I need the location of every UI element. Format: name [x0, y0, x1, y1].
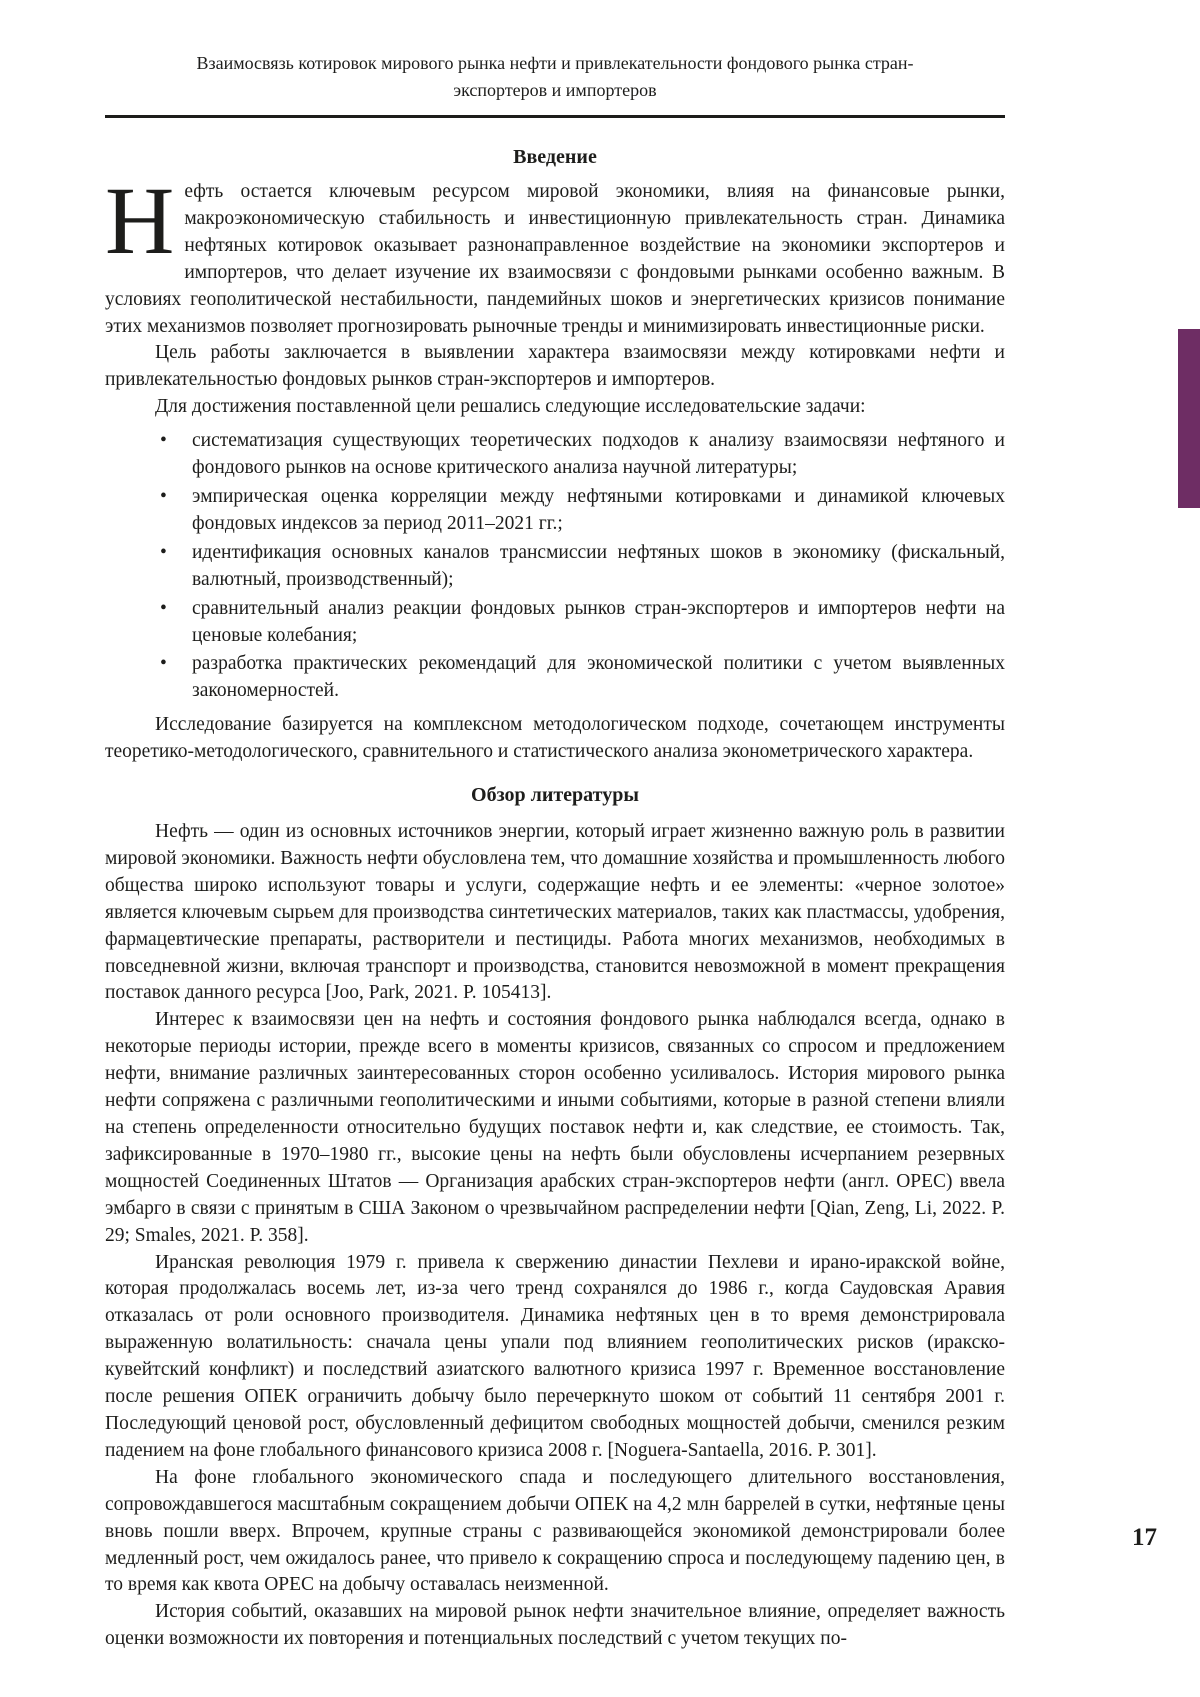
literature-paragraph-5: История событий, оказавших на мировой рынок нефти значительное влияние, определяет важность оценки возможности их повторения и потенциальных последствий с учетом текущих по-: [105, 1601, 1005, 1650]
section-heading-literature-review: Обзор литературы: [471, 784, 639, 807]
page-content: [105, 0, 1005, 1653]
running-head: [105, 50, 1005, 104]
literature-paragraph-1: Нефть — один из основных источников энергии, который играет жизненно важную роль в развитии мировой экономики. Важность нефти обусловлена тем, что домашние хозяйства и промышленность любого общества широко используют товары и услуги, содержащие нефть и ее элементы: «черное золотое» является ключевым сырьем для производства синтетических материалов, таких как пластмассы, удобрения, фармацевтические препараты, растворители и пестициды. Работа многих механизмов, необходимых в повседневной жизни, включая транспорт и производства, становится невозможной в момент прекращения поставок данного ресурса [Joo, Park, 2021. P. 105413].: [105, 821, 1005, 1004]
research-tasks-list: [105, 428, 1005, 705]
list-item: • систематизация существующих теоретических подходов к анализу взаимосвязи нефтяного и фондового рынков на основе критического анализа научной литературы;: [105, 428, 1005, 482]
intro-paragraph-3: Для достижения поставленной цели решались следующие исследовательские задачи:: [155, 396, 866, 418]
literature-paragraph-3: Иранская революция 1979 г. привела к свержению династии Пехлеви и ирано-иракской войне, которая продолжалась восемь лет, из-за чего тренд сохранялся до 1986 г., когда Саудовская Аравия отказалась от роли основного производителя. Динамика нефтяных цен в то время демонстрировала выраженную волатильность: сначала цены упали под влиянием геополитических рисков (иракско-кувейтский конфликт) и последствий азиатского валютного кризиса 1997 г. Временное восстановление после решения ОПЕК ограничить добычу было перечеркнуто шоком от событий 11 сентября 2001 г. Последующий ценовой рост, обусловленный дефицитом свободных мощностей добычи, сменился резким падением на фоне глобального финансового кризиса 2008 г. [Noguera-Santaella, 2016. P. 301].: [105, 1251, 1005, 1461]
intro-paragraph-1-text: ефть остается ключевым ресурсом мировой экономики, влияя на финансовые рынки, макроэкономическую стабильность и инвестиционную привлекательность стран. Динамика нефтяных котировок оказывает разнонаправленное воздействие на экономики экспортеров и импортеров, что делает изучение их взаимосвязи с фондовыми рынками особенно важным. В условиях геополитической нестабильности, пандемийных шоков и энергетических кризисов понимание этих механизмов позволяет прогнозировать рыночные тренды и минимизировать инвестиционные риски.: [105, 181, 1005, 337]
literature-paragraph-2: Интерес к взаимосвязи цен на нефть и состояния фондового рынка наблюдался всегда, однако в некоторые периоды истории, прежде всего в моменты кризисов, связанных со спросом и предложением нефти, внимание различных заинтересованных сторон особенно усиливалось. История мирового рынка нефти сопряжена с различными геополитическими и иными событиями, которые в разной степени влияли на степень определенности относительно будущих поставок нефти и, как следствие, ее стоимость. Так, зафиксированные в 1970–1980 гг., высокие цены на нефть были обусловлены исчерпанием резервных мощностей Соединенных Штатов — Организация арабских стран-экспортеров нефти (англ. OPEC) ввела эмбарго в связи с принятым в США Законом о чрезвычайном распределении нефти [Qian, Zeng, Li, 2022. P. 29; Smales, 2021. P. 358].: [105, 1009, 1005, 1246]
list-item: • сравнительный анализ реакции фондовых рынков стран-экспортеров и импортеров нефти на ценовые колебания;: [105, 596, 1005, 650]
intro-paragraph-2: Цель работы заключается в выявлении характера взаимосвязи между котировками нефти и привлекательностью фондовых рынков стран-экспортеров и импортеров.: [105, 342, 1005, 391]
page-number: 17: [1132, 1524, 1157, 1551]
list-item: • эмпирическая оценка корреляции между нефтяными котировками и динамикой ключевых фондовых индексов за период 2011–2021 гг.;: [105, 484, 1005, 538]
header-rule: [105, 115, 1005, 118]
running-head-line1: Взаимосвязь котировок мирового рынка нефти и привлекательности фондового рынка стран-: [196, 53, 914, 73]
section-heading-introduction: Введение: [513, 146, 597, 168]
dropcap-letter: Н: [105, 167, 175, 274]
intro-paragraph-4: Исследование базируется на комплексном методологическом подходе, сочетающем инструменты теоретико-методологического, сравнительного и статистического анализа эконометрического характера.: [105, 714, 1005, 763]
intro-paragraph-1: [105, 167, 1005, 340]
list-item: • разработка практических рекомендаций для экономической политики с учетом выявленных закономерностей.: [105, 651, 1005, 705]
literature-paragraph-4: На фоне глобального экономического спада и последующего длительного восстановления, сопровождавшегося масштабным сокращением добычи ОПЕК на 4,2 млн баррелей в сутки, нефтяные цены вновь пошли вверх. Впрочем, крупные страны с развивающейся экономикой демонстрировали более медленный рост, чем ожидалось ранее, что привело к сокращению спроса и последующему падению цен, в то время как квота OPEC на добычу оставалась неизменной.: [105, 1466, 1005, 1596]
running-head-line2: экспортеров и импортеров: [453, 80, 657, 100]
list-item: • идентификация основных каналов трансмиссии нефтяных шоков в экономику (фискальный, валютный, производственный);: [105, 540, 1005, 594]
chapter-edge-tab: [1178, 329, 1200, 508]
